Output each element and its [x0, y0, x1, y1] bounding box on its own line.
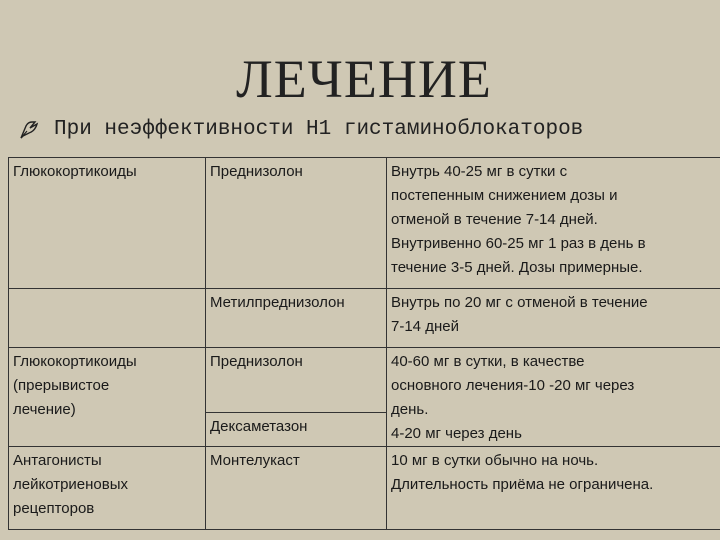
- regimen-line: Длительность приёма не ограничена.: [391, 476, 654, 493]
- drug-block: [206, 412, 386, 439]
- category-cell: [9, 158, 206, 289]
- slide-title: ЛЕЧЕНИЕ: [236, 49, 492, 109]
- regimen-cell: [387, 289, 720, 348]
- regimen-line: день.: [391, 401, 429, 418]
- regimen-line: постепенным снижением дозы и: [391, 187, 618, 204]
- category-cell: [9, 348, 206, 447]
- regimen-line: 40-60 мг в сутки, в качестве: [391, 353, 585, 370]
- table-row: [9, 348, 720, 447]
- treatment-table: [8, 157, 720, 530]
- drug-cell: [206, 447, 387, 530]
- category-line: (прерывистое: [13, 377, 110, 394]
- regimen-cell: [387, 348, 720, 447]
- regimen-line: Внутрь 40-25 мг в сутки с: [391, 163, 568, 180]
- drug-text: Дексаметазон: [210, 418, 308, 435]
- pen-nib-icon: [18, 119, 40, 141]
- table-row: [9, 447, 720, 530]
- category-line: лечение): [13, 401, 76, 418]
- table-row: [9, 289, 720, 348]
- regimen-line: Внутривенно 60-25 мг 1 раз в день в: [391, 235, 646, 252]
- drug-text: Преднизолон: [210, 163, 303, 180]
- drug-text: Метилпреднизолон: [210, 294, 345, 311]
- drug-cell: [206, 348, 387, 447]
- drug-text: Преднизолон: [210, 353, 303, 370]
- drug-cell: [206, 289, 387, 348]
- drug-text: Монтелукаст: [210, 452, 300, 469]
- table-row: [9, 158, 720, 289]
- category-line: Антагонисты: [13, 452, 102, 469]
- regimen-cell: [387, 158, 720, 289]
- subtitle-text: При неэффективности Н1 гистаминоблокаторов: [54, 118, 584, 141]
- drug-cell: [206, 158, 387, 289]
- regimen-line: Внутрь по 20 мг с отменой в течение: [391, 294, 648, 311]
- regimen-line: 10 мг в сутки обычно на ночь.: [391, 452, 599, 469]
- regimen-line: течение 3-5 дней. Дозы примерные.: [391, 259, 643, 276]
- category-cell: [9, 289, 206, 348]
- subtitle-line: [18, 118, 583, 141]
- regimen-line: 7-14 дней: [391, 318, 459, 335]
- regimen-line: 4-20 мг через день: [391, 425, 522, 442]
- category-text: Глюкокортикоиды: [13, 163, 137, 180]
- category-line: рецепторов: [13, 500, 95, 517]
- drug-block: [206, 348, 386, 412]
- regimen-line: отменой в течение 7-14 дней.: [391, 211, 598, 228]
- category-cell: [9, 447, 206, 530]
- category-line: Глюкокортикоиды: [13, 353, 137, 370]
- regimen-line: основного лечения-10 -20 мг через: [391, 377, 635, 394]
- category-line: лейкотриеновых: [13, 476, 129, 493]
- regimen-cell: [387, 447, 720, 530]
